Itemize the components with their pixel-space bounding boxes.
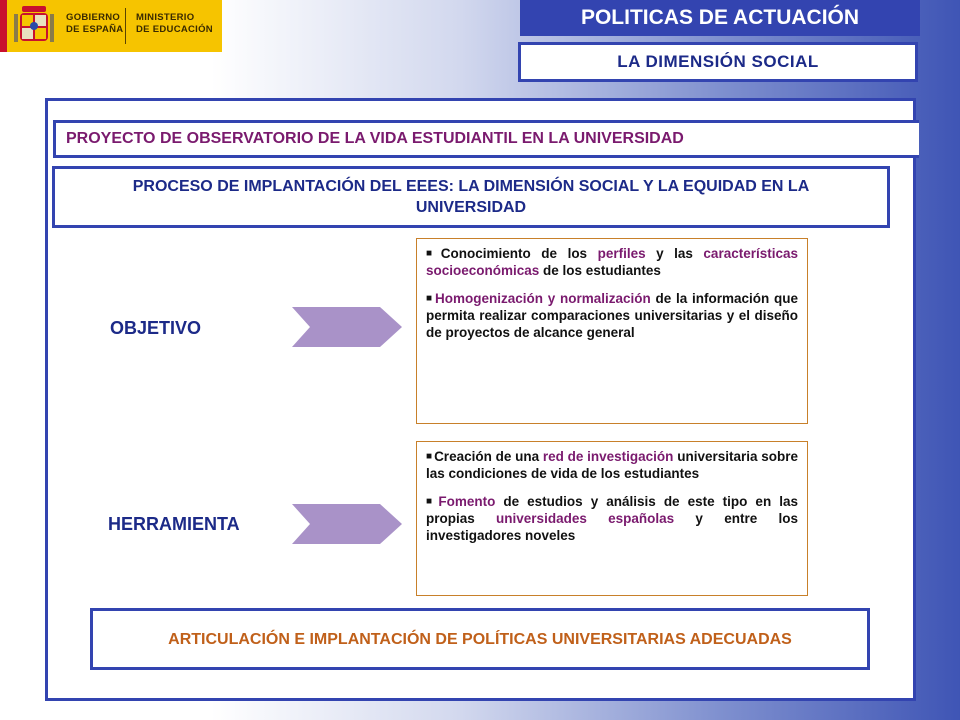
process-title: PROCESO DE IMPLANTACIÓN DEL EEES: LA DIMENSIÓN SOCIAL Y LA EQUIDAD EN LA UNIVERSIDAD (52, 166, 890, 228)
square-bullet-icon: ■ (426, 248, 439, 259)
spain-coat-of-arms-icon (12, 4, 56, 48)
tool-box (416, 441, 808, 596)
tool-item: ■ Fomento de estudios y análisis de este tipo en las propias universidades españolas y entre los investigadores noveles (426, 494, 799, 543)
tool-item: ■ Creación de una red de investigación universitaria sobre las condiciones de vida de los estudiantes (426, 449, 799, 481)
objective-label: OBJETIVO (110, 318, 202, 338)
page-title: POLITICAS DE ACTUACIÓN (520, 0, 920, 36)
square-bullet-icon: ■ (426, 293, 434, 304)
logo-text-ministerio: MINISTERIO DE EDUCACIÓN (136, 12, 213, 35)
logo-red-stripe (0, 0, 7, 52)
project-title: PROYECTO DE OBSERVATORIO DE LA VIDA ESTUDIANTIL EN LA UNIVERSIDAD (53, 120, 919, 158)
conclusion-box: ARTICULACIÓN E IMPLANTACIÓN DE POLÍTICAS UNIVERSITARIAS ADECUADAS (90, 608, 870, 670)
logo-text-gobierno: GOBIERNO DE ESPAÑA (66, 12, 124, 35)
square-bullet-icon: ■ (426, 496, 437, 507)
objective-box (416, 238, 808, 424)
logo-separator (125, 8, 126, 44)
chevron-arrow-icon (292, 504, 402, 544)
objective-item: ■ Homogenización y normalización de la información que permita realizar comparaciones universitarias y el diseño de proyectos de alcance general (426, 291, 798, 340)
tool-label: HERRAMIENTA (108, 514, 240, 534)
objective-item: ■ Conocimiento de los perfiles y las características socioeconómicas de los estudiantes (426, 246, 798, 278)
page-subtitle: LA DIMENSIÓN SOCIAL (518, 42, 918, 82)
square-bullet-icon: ■ (426, 451, 433, 462)
chevron-arrow-icon (292, 307, 402, 347)
government-logo (0, 0, 222, 52)
